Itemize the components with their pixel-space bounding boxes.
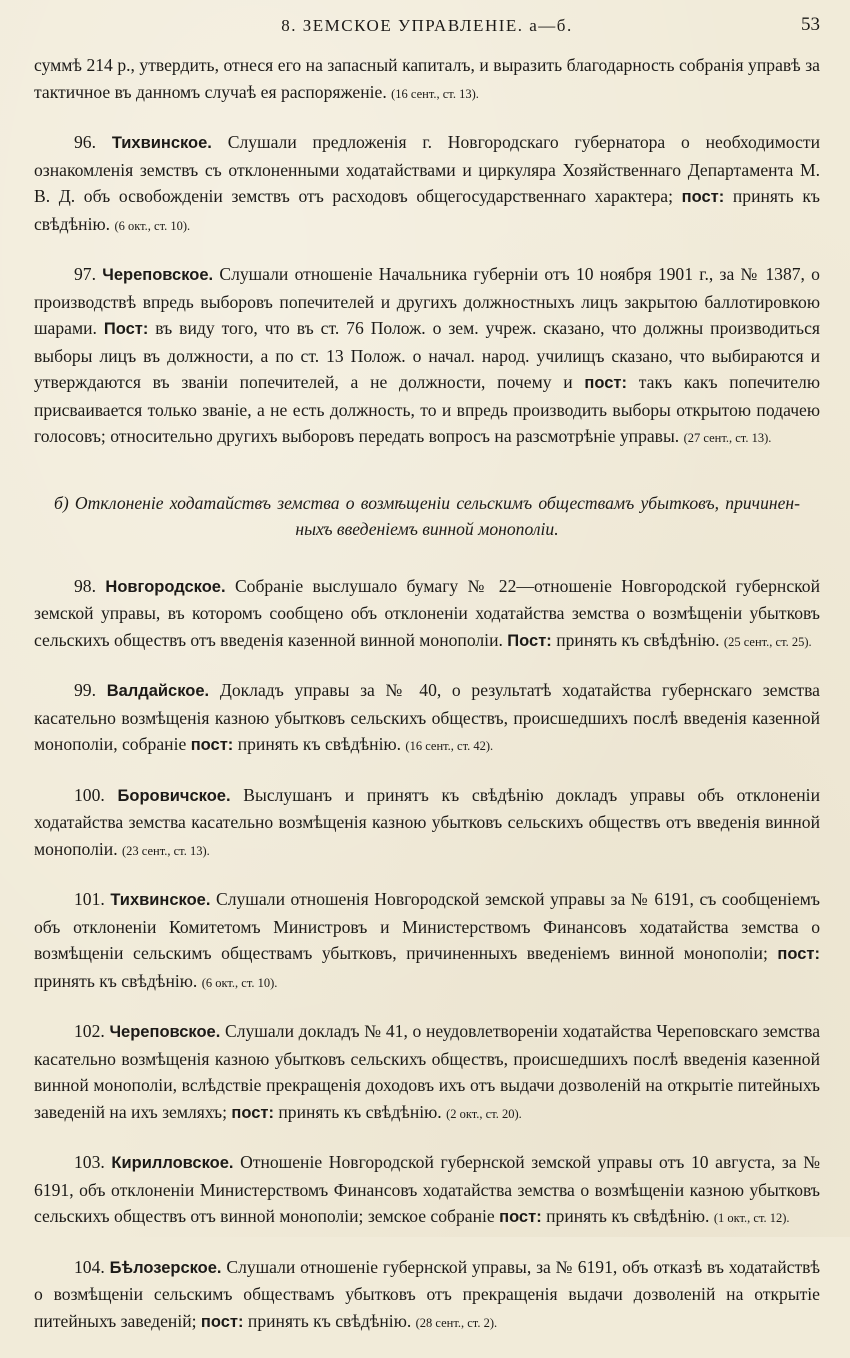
resolution-label: пост:: [200, 1312, 244, 1331]
entry-101: [34, 886, 820, 996]
resolution-text: принять къ свѣдѣнію.: [34, 186, 820, 234]
session-reference: (16 сент., ст. 42).: [405, 739, 494, 753]
entry-104: [34, 1254, 820, 1337]
entry-text: Слушали отношенія Новгородской земской управы за № 6191, съ сообщеніемъ объ отклоненіи Комитетомъ Министровъ и Министерствомъ Финансовъ ходатайства земства о возмѣщеніи сельскимъ обществамъ убытковъ, причиненныхъ введеніемъ винной монополіи;: [34, 889, 820, 963]
district-name: Череповское.: [109, 1023, 221, 1041]
entry-number: 102.: [74, 1021, 105, 1041]
entry-102: [34, 1018, 820, 1127]
entry-number: 100.: [74, 784, 105, 805]
page-number: 53: [801, 14, 820, 35]
continuation-paragraph: [34, 52, 820, 107]
paragraph-text: суммѣ 214 р., утвердить, отнеся его на запасный капиталъ, и выразить благодарность собранія управѣ за тактичное въ данномъ случаѣ ея распоряженіе.: [34, 55, 820, 102]
district-name: Череповское.: [102, 266, 214, 284]
resolution-text: принять къ свѣдѣнію.: [247, 1310, 412, 1331]
entry-text: Слушали отношеніе Начальника губерніи отъ 10 ноября 1901 г., за № 1387, о производствѣ впредь выборовъ попечителей и другихъ должностныхъ лицъ закрытою баллотировкою шарами.: [34, 264, 820, 338]
resolution-label: Пост:: [507, 631, 552, 650]
session-reference: (28 сент., ст. 2).: [415, 1315, 498, 1330]
district-name: Бѣлозерское.: [109, 1258, 222, 1277]
session-reference: (25 сент., ст. 25).: [723, 634, 812, 649]
entry-text-middle: въ виду того, что въ ст. 76 Полож. о зем. учреж. сказано, что должны производиться выборы лицъ въ должности, а по ст. 13 Полож. о начал. народ. училищъ сказано, что выбираются и утверждаются въ званіи попечителей, а не должности, почему и: [34, 318, 820, 392]
session-reference: (23 сент., ст. 13).: [122, 843, 210, 858]
resolution-text: принять къ свѣдѣнію.: [237, 734, 401, 754]
page-header: [34, 12, 820, 40]
entry-number: 99.: [74, 680, 96, 700]
resolution-text: принять къ свѣдѣнію.: [546, 1206, 710, 1226]
district-name: Валдайское.: [106, 682, 210, 700]
entry-number: 97.: [74, 264, 96, 284]
entry-97: [34, 261, 820, 452]
entry-number: 101.: [74, 889, 105, 909]
entry-100: [34, 782, 820, 865]
page-body: [34, 52, 820, 1358]
session-reference: (16 сент., ст. 13).: [391, 86, 479, 101]
session-reference: (6 окт., ст. 10).: [201, 975, 278, 990]
entry-text: Выслушанъ и принятъ къ свѣдѣнію докладъ управы объ отклоненіи ходатайства земства касательно возмѣщенія казною убытковъ сельскихъ обществъ отъ введенія винной монополіи.: [34, 784, 820, 859]
entry-number: 103.: [74, 1152, 105, 1172]
session-reference: (27 сент., ст. 13).: [683, 431, 772, 445]
entry-98: [34, 573, 820, 656]
section-heading-b: [54, 490, 800, 543]
entry-text: Слушали предложенія г. Новгородскаго губернатора о необходимости ознакомленія земствъ съ отклоненными ходатайствами и циркуляра Хозяйственнаго Департамента М. В. Д. объ освобожденіи земствъ отъ расходовъ общегосударственнаго характера;: [34, 132, 820, 206]
resolution-label-second: пост:: [584, 374, 627, 392]
entry-text: Докладъ управы за № 40, о результатѣ ходатайства губернскаго земства касательно возмѣщенія казною убытковъ сельскихъ обществъ, происшедшихъ послѣ введенія казенной монополіи, собраніе: [34, 680, 820, 754]
resolution-text: принять къ свѣдѣнію.: [556, 629, 720, 650]
resolution-label: пост:: [190, 736, 234, 754]
entry-96: [34, 129, 820, 239]
session-reference: (2 окт., ст. 20).: [446, 1106, 522, 1121]
district-name: Боровичское.: [117, 786, 231, 805]
entry-103: [34, 1149, 820, 1232]
resolution-text: принять къ свѣдѣнію.: [34, 970, 198, 991]
resolution-label: пост:: [231, 1103, 274, 1122]
session-reference: (6 окт., ст. 10).: [114, 218, 191, 233]
entry-number: 104.: [74, 1256, 105, 1277]
resolution-text: такъ какъ попечителю присваивается только званіе, а не есть должность, то и впредь производить выборы открытою подачею голосовъ; относительно другихъ выборовъ передать вопросъ на разсмотрѣніе управы.: [34, 372, 820, 446]
entry-99: [34, 677, 820, 760]
running-title: 8. ЗЕМСКОЕ УПРАВЛЕНІЕ. а—б.: [281, 16, 573, 35]
resolution-label: Пост:: [103, 320, 149, 338]
entry-number: 96.: [74, 132, 96, 152]
session-reference: (1 окт., ст. 12).: [713, 1211, 790, 1225]
entry-text: Слушали отношеніе губернской управы, за № 6191, объ отказѣ въ ходатайствѣ о возмѣщеніи сельскимъ обществамъ убытковъ отъ прекращенія выдачи дозволеній на открытіе питейныхъ заведеній;: [34, 1256, 820, 1331]
entry-text: Слушали докладъ № 41, о неудовлетвореніи ходатайства Череповскаго земства касательно возмѣщенія казною убытковъ сельскихъ обществъ, происшедшихъ послѣ введенія казенной винной монополіи, вслѣдствіе прекращенія доходовъ ихъ отъ выдачи дозволеній на открытіе питейныхъ заведеній на ихъ земляхъ;: [34, 1021, 821, 1122]
district-name: Новгородское.: [105, 577, 226, 596]
section-heading-line-1: б) Отклоненіе ходатайствъ земства о возмѣщеніи сельскимъ обществамъ убытковъ, причинен-: [54, 492, 800, 513]
district-name: Кирилловское.: [111, 1154, 234, 1172]
resolution-label: пост:: [681, 188, 725, 206]
entry-text: Собраніе выслушало бумагу № 22—отношеніе Новгородской губернской земской управы, въ которомъ сообщено объ отклоненіи ходатайства земства о возмѣщеніи убытковъ сельскихъ обществъ отъ введенія казенной винной монополіи.: [34, 575, 821, 650]
district-name: Тихвинское.: [111, 134, 212, 152]
entry-number: 98.: [74, 575, 96, 596]
resolution-label: пост:: [499, 1208, 542, 1226]
district-name: Тихвинское.: [110, 891, 211, 909]
resolution-text: принять къ свѣдѣнію.: [278, 1101, 442, 1122]
entry-text: Отношеніе Новгородской губернской земской управы отъ 10 августа, за № 6191, объ отклоненіи Министерствомъ Финансовъ ходатайства земства о возмѣщеніи казною убытковъ сельскихъ обществъ отъ винной монополіи; земское собраніе: [34, 1152, 820, 1226]
section-heading-line-2: ныхъ введеніемъ винной монополіи.: [295, 519, 559, 539]
resolution-label: пост:: [777, 945, 820, 963]
